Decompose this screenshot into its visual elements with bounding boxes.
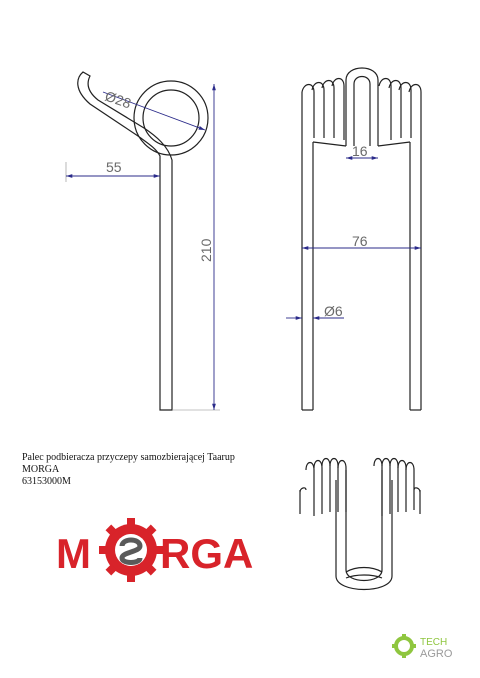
side-dimensions [66, 84, 214, 410]
dim-inner-gap: 16 [352, 143, 368, 159]
logo-letters-rga: RGA [160, 530, 254, 577]
gear-icon [392, 634, 416, 658]
coil-outer [134, 81, 208, 155]
hook-outline [78, 72, 172, 410]
caption-line-1: Palec podbieracza przyczepy samozbierającej Taarup [22, 452, 235, 463]
side-view [66, 72, 220, 410]
badge-tech: TECH [420, 637, 448, 648]
dim-width: 76 [352, 233, 368, 249]
coil-inner [143, 90, 199, 146]
logo-letter-m: M [56, 530, 91, 577]
badge-agro: AGRO [420, 648, 453, 660]
caption-line-2: MORGA [22, 464, 60, 475]
gear-o-icon [99, 518, 163, 582]
dim-offset: 55 [106, 159, 122, 175]
caption-line-3: 63153000M [22, 476, 71, 487]
morga-logo [56, 518, 253, 582]
dim-height: 210 [198, 238, 214, 262]
top-view [300, 459, 420, 590]
dim-wire-diameter: Ø6 [324, 303, 343, 319]
techagro-badge [392, 634, 453, 660]
dim-coil-diameter: Ø28 [103, 87, 134, 112]
product-caption [22, 452, 235, 488]
